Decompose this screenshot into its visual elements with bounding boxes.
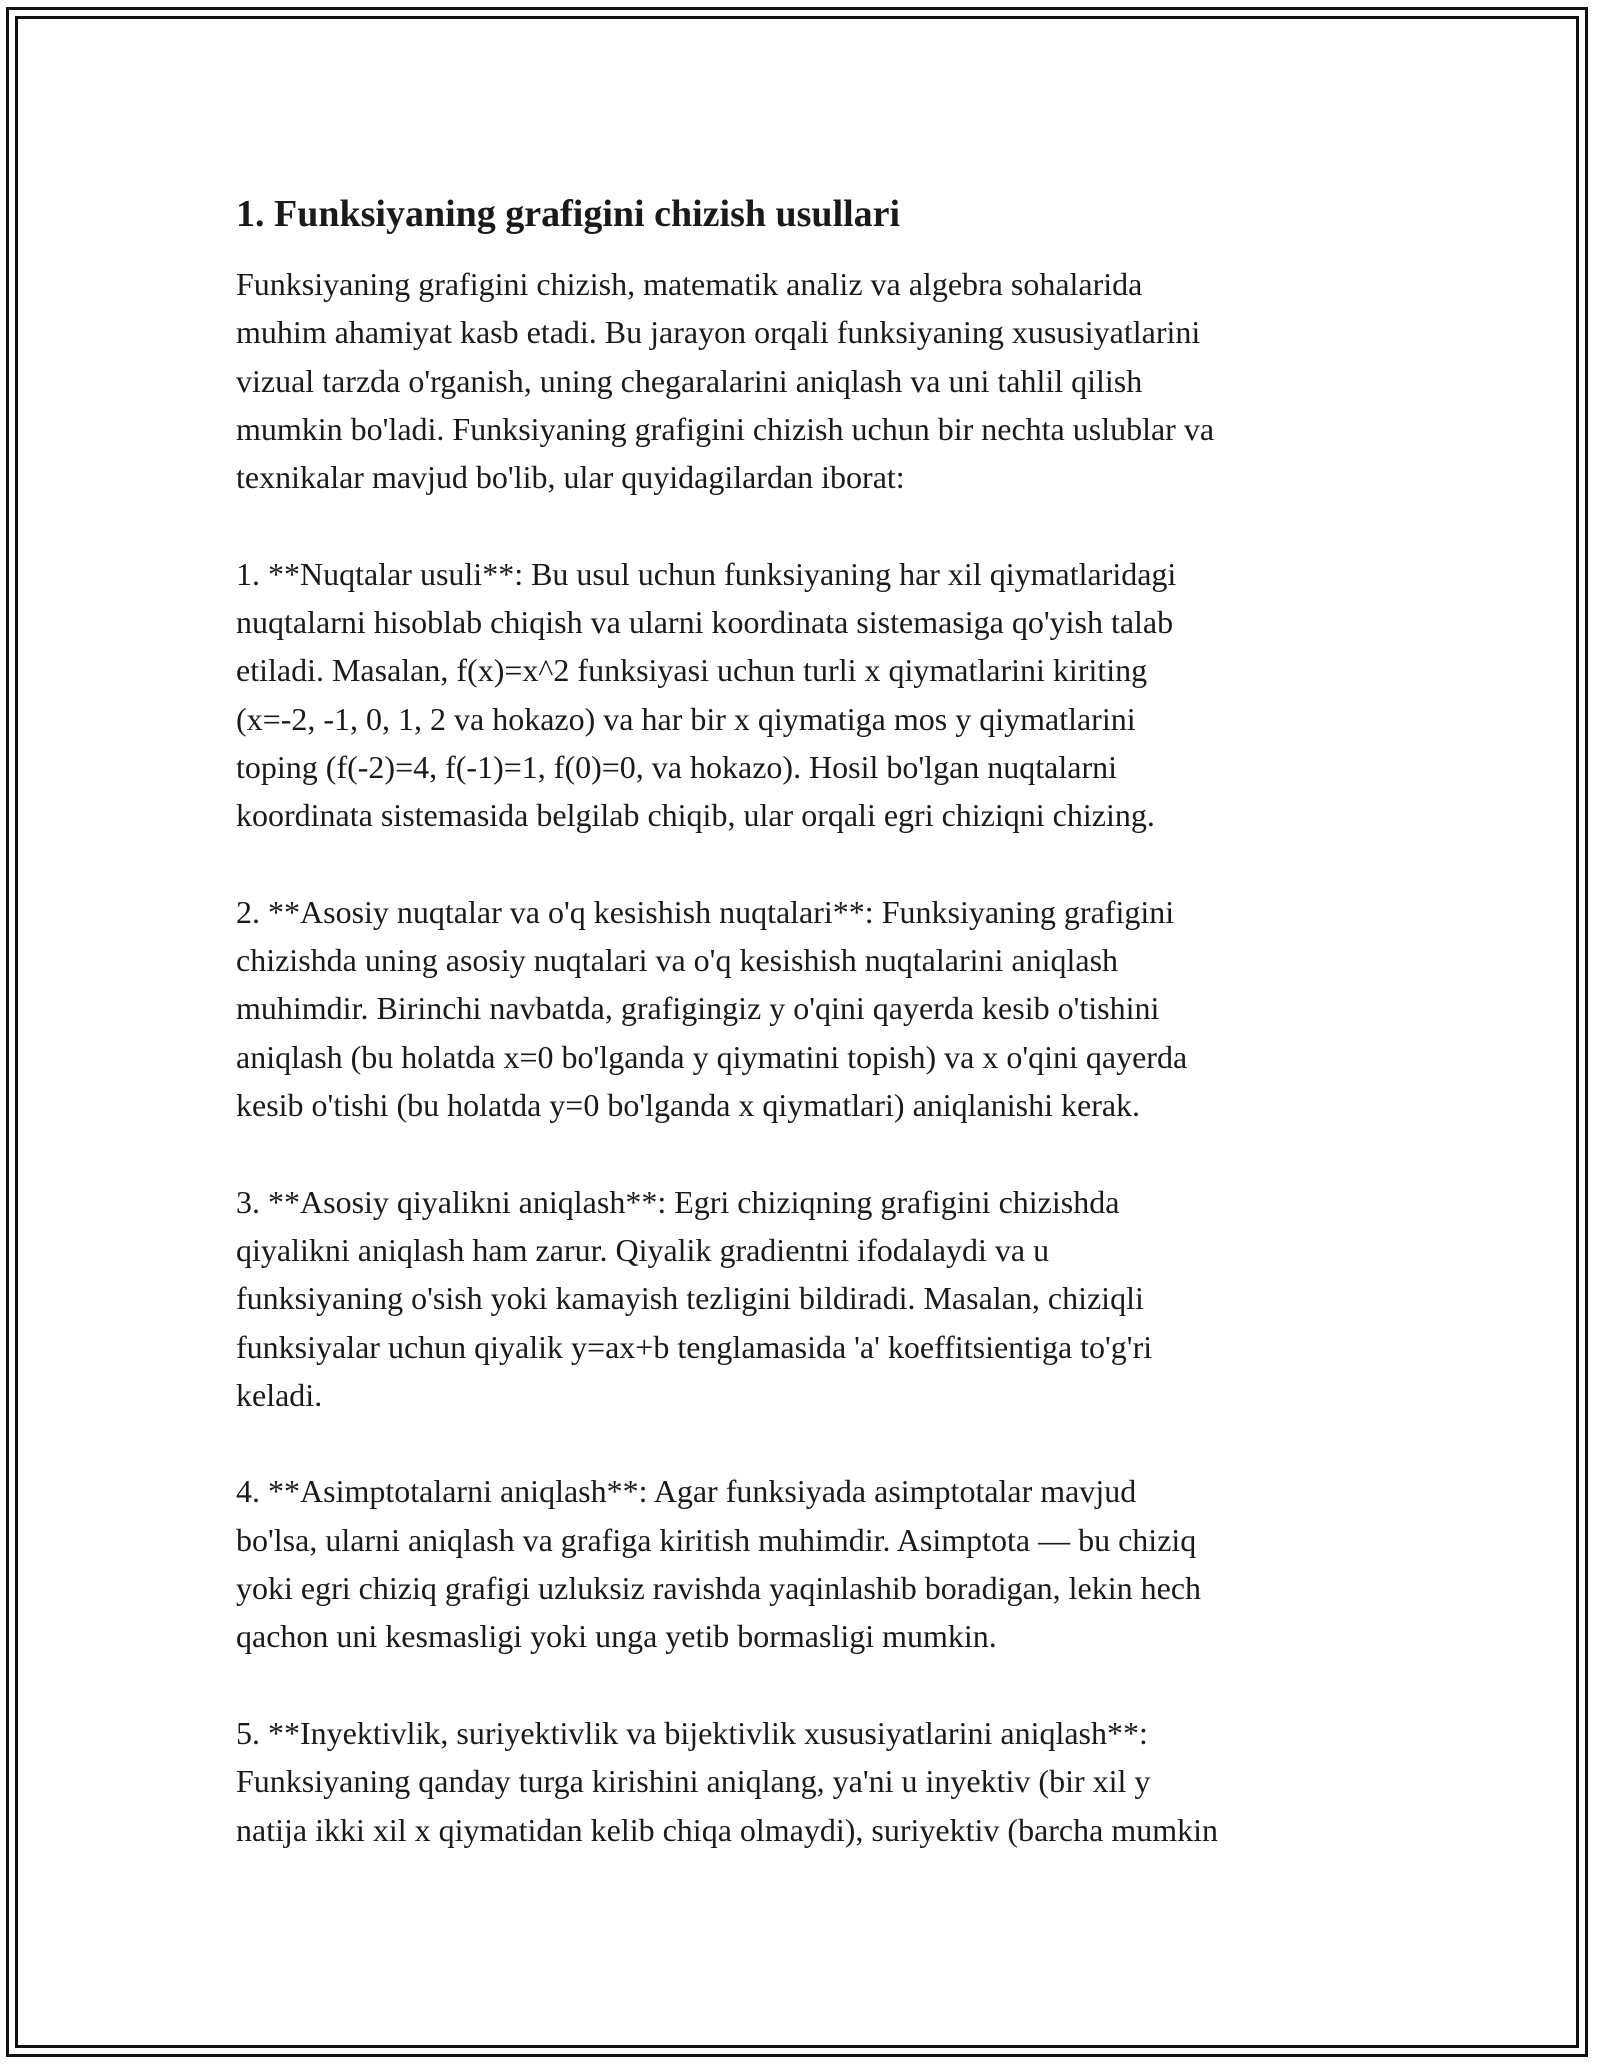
page-title: 1. Funksiyaning grafigini chizish usullari (236, 193, 901, 235)
paragraph-point-3: 3. **Asosiy qiyalikni aniqlash**: Egri chiziqning grafigini chizishda qiyalikni aniqlash ham zarur. Qiyalik gradientni ifodalaydi va u funksiyaning o'sish yoki kamayish tezligini bildiradi. Masalan, chiziqli funksiyalar uchun qiyalik y=ax+b tenglamasida 'a' koeffitsientiga to'g'ri keladi. (236, 1183, 1153, 1413)
paragraph-point-5: 5. **Inyektivlik, suriyektivlik va bijektivlik xususiyatlarini aniqlash**: Funksiyaning qanday turga kirishini aniqlang, ya'ni u inyektiv (bir xil y natija ikki xil x qiymatidan kelib chiqa olmaydi), suriyektiv (barcha mumkin (236, 1714, 1218, 1848)
paragraph-point-4: 4. **Asimptotalarni aniqlash**: Agar funksiyada asimptotalar mavjud bo'lsa, ularni aniqlash va grafiga kiritish muhimdir. Asimptota — bu chiziq yoki egri chiziq grafigi uzluksiz ravishda yaqinlashib boradigan, lekin hech qachon uni kesmasligi yoki unga yetib bormasligi mumkin. (236, 1473, 1202, 1655)
document-body (236, 190, 1406, 1854)
paragraph-point-1: 1. **Nuqtalar usuli**: Bu usul uchun funksiyaning har xil qiymatlaridagi nuqtalarni hisoblab chiqish va ularni koordinata sistemasiga qo'yish talab etiladi. Masalan, f(x)=x^2 funksiyasi uchun turli x qiymatlarini kiriting (x=-2, -1, 0, 1, 2 va hokazo) va har bir x qiymatiga mos y qiymatlarini toping (f(-2)=4, f(-1)=1, f(0)=0, va hokazo). Hosil bo'lgan nuqtalarni koordinata sistemasida belgilab chiqib, ular orqali egri chiziqni chizing. (236, 555, 1177, 834)
paragraph-point-2: 2. **Asosiy nuqtalar va o'q kesishish nuqtalari**: Funksiyaning grafigini chizishda uning asosiy nuqtalari va o'q kesishish nuqtalarini aniqlash muhimdir. Birinchi navbatda, grafigingiz y o'qini qayerda kesib o'tishini aniqlash (bu holatda x=0 bo'lganda y qiymatini topish) va x o'qini qayerda kesib o'tishi (bu holatda y=0 bo'lganda x qiymatlari) aniqlanishi kerak. (236, 893, 1188, 1124)
paragraph-intro: Funksiyaning grafigini chizish, matematik analiz va algebra sohalarida muhim ahamiyat kasb etadi. Bu jarayon orqali funksiyaning xususiyatlarini vizual tarzda o'rganish, uning chegaralarini aniqlash va uni tahlil qilish mumkin bo'ladi. Funksiyaning grafigini chizish uchun bir nechta uslublar va texnikalar mavjud bo'lib, ular quyidagilardan iborat: (236, 266, 1215, 496)
